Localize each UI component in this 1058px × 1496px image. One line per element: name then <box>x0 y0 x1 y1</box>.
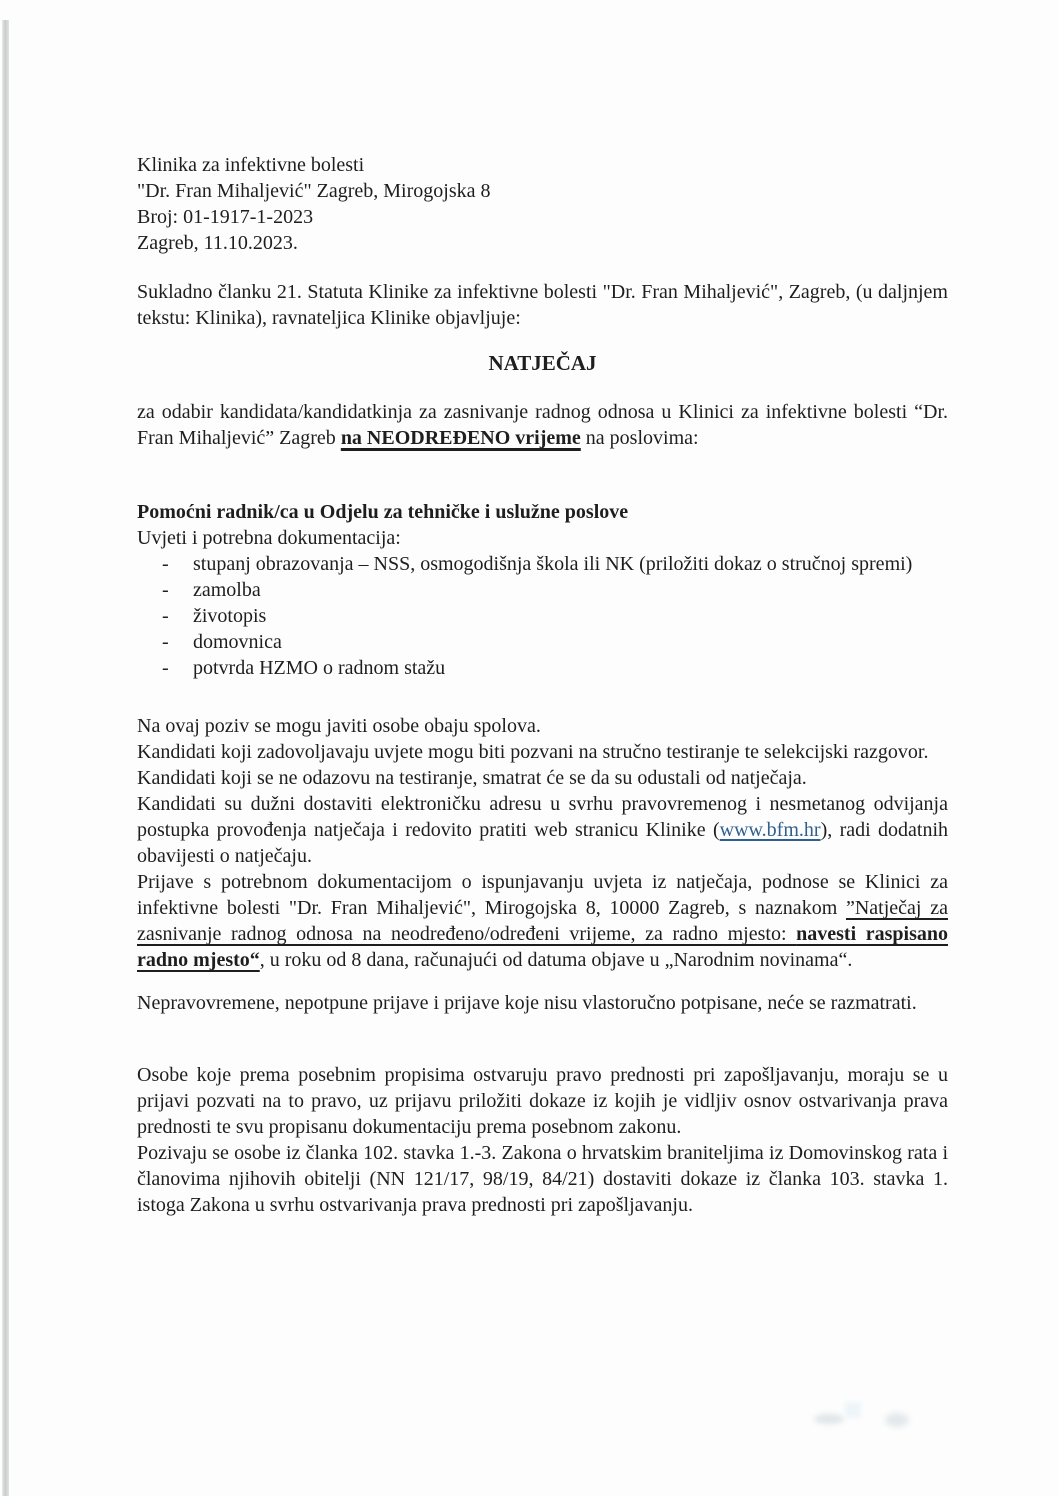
clinic-website-link[interactable]: www.bfm.hr <box>719 819 821 841</box>
requirements-label: Uvjeti i potrebna dokumentacija: <box>137 527 401 549</box>
no-show-paragraph: Kandidati koji se ne odazovu na testiranje, smatrat će se da su odustali od natječaja. <box>137 767 807 789</box>
priority-rights-paragraph: Osobe koje prema posebnim propisima ostvaruju pravo prednosti pri zapošljavanju, moraju se u prijavi pozvati na to pravo, uz prijavu priložiti dokaze iz kojih je vidljiv osnov ostvarivanja prava prednosti te svu propisanu dokumentaciju prema posebnom zakonu. <box>137 1064 948 1138</box>
testing-invite-paragraph: Kandidati koji zadovoljavaju uvjete mogu biti pozvani na stručno testiranje te selekcijski razgovor. <box>137 741 929 763</box>
general-info-block <box>137 713 948 973</box>
bullet-dash: - <box>162 553 169 575</box>
application-text-post: , u roku od 8 dana, računajući od datuma objave u „Narodnim novinama“. <box>259 949 853 971</box>
letterhead-institution: Klinika za infektivne bolesti <box>137 154 365 176</box>
requirement-text: potvrda HZMO o radnom stažu <box>193 657 446 679</box>
indefinite-term-emphasis: na NEODREĐENO vrijeme <box>340 427 581 449</box>
requirement-item <box>137 577 948 603</box>
scan-smudge-artifact <box>814 1414 844 1424</box>
requirement-item <box>137 603 948 629</box>
requirement-text: zamolba <box>193 579 261 601</box>
veterans-law-paragraph: Pozivaju se osobe iz članka 102. stavka 1.-3. Zakona o hrvatskim braniteljima iz Domovinskog rata i članovima njihovih obitelji (NN 121/17, 98/19, 84/21) dostaviti dokaze iz članka 103. stavka 1. istoga Zakona u svrhu ostvarivanja prava prednosti pri zapošljavanju. <box>137 1142 948 1216</box>
subject-paragraph <box>137 399 948 451</box>
letterhead <box>137 152 948 256</box>
invalid-applications-paragraph: Nepravovremene, nepotpune prijave i prijave koje nisu vlastoručno potpisane, neće se razmatrati. <box>137 992 917 1014</box>
position-title: Pomoćni radnik/ca u Odjelu za tehničke i uslužne poslove <box>137 501 629 523</box>
document-title: NATJEČAJ <box>488 351 597 375</box>
application-text-pre: Prijave s potrebnom dokumentacijom o ispunjavanju uvjeta iz natječaja, podnose se Klinici za infektivne bolesti "Dr. Fran Mihaljević", Mirogojska 8, 10000 Zagreb, s naznakom <box>137 871 948 919</box>
bullet-dash: - <box>162 631 169 653</box>
subject-text-post: na poslovima: <box>580 427 699 449</box>
requirement-text: životopis <box>193 605 267 627</box>
application-note-bold: navesti raspisano radno mjesto“ <box>137 923 949 971</box>
requirement-text: stupanj obrazovanja – NSS, osmogodišnja škola ili NK (priložiti dokaz o stručnoj spremi) <box>193 553 913 575</box>
requirement-item <box>137 655 948 681</box>
intro-paragraph: Sukladno članku 21. Statuta Klinike za infektivne bolesti "Dr. Fran Mihaljević", Zagreb, (u daljnjem tekstu: Klinika), ravnateljica Klinike objavljuje: <box>137 281 948 329</box>
scan-smudge-artifact <box>845 1402 861 1418</box>
letterhead-address: "Dr. Fran Mihaljević" Zagreb, Mirogojska 8 <box>137 180 491 202</box>
email-website-paragraph <box>137 791 948 869</box>
bullet-dash: - <box>162 579 169 601</box>
requirements-list <box>137 551 948 681</box>
email-website-text-post: ), radi dodatnih obavijesti o natječaju. <box>137 819 949 867</box>
email-website-text-pre: Kandidati su dužni dostaviti elektroničku adresu u svrhu pravovremenog i nesmetanog odvijanja postupka provođenja natječaja i redovito pratiti web stranicu Klinike ( <box>137 793 948 841</box>
bullet-dash: - <box>162 605 169 627</box>
bullet-dash: - <box>162 657 169 679</box>
subject-text-pre: za odabir kandidata/kandidatkinja za zasnivanje radnog odnosa u Klinici za infektivne bolesti “Dr. Fran Mihaljević” Zagreb <box>137 401 948 449</box>
requirement-item <box>137 629 948 655</box>
scan-smudge-artifact <box>885 1413 909 1427</box>
application-instructions-paragraph <box>137 869 948 973</box>
letterhead-date: Zagreb, 11.10.2023. <box>137 232 298 254</box>
priority-rights-block <box>137 1062 948 1218</box>
application-note-underlined: ”Natječaj za zasnivanje radnog odnosa na neodređeno/određeni vrijeme, za radno mjesto: <box>137 897 948 945</box>
requirement-item <box>137 551 948 577</box>
letterhead-reference-number: Broj: 01-1917-1-2023 <box>137 206 314 228</box>
both-sexes-paragraph: Na ovaj poziv se mogu javiti osobe obaju spolova. <box>137 715 541 737</box>
requirement-text: domovnica <box>193 631 282 653</box>
